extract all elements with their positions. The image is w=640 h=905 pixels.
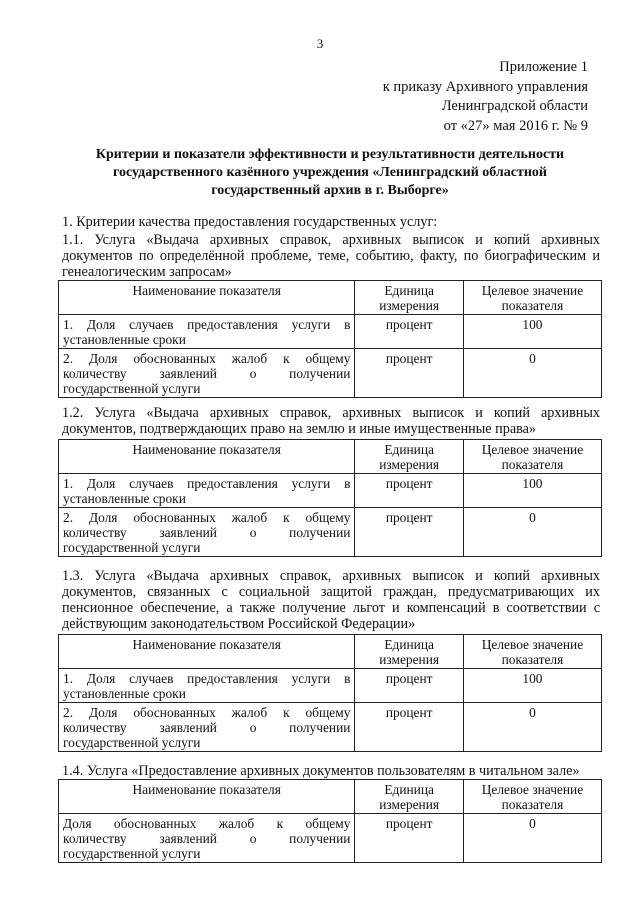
indicator-unit: процент <box>355 315 463 349</box>
header-target: Целевое значение показателя <box>463 780 601 814</box>
section-heading: 1. Критерии качества предоставления государственных услуг: <box>62 214 438 230</box>
indicator-unit: процент <box>355 669 463 703</box>
indicator-name: 2. Доля обоснованных жалоб к общему количеству заявлений о получении государственной услуги <box>59 703 355 752</box>
indicator-unit: процент <box>355 349 463 398</box>
title-line: государственный архив в г. Выборге» <box>211 183 449 198</box>
title-line: государственного казённого учреждения «Ленинградский областной <box>112 165 548 180</box>
indicator-value: 100 <box>463 315 601 349</box>
criteria-table-1-2 <box>58 439 602 557</box>
header-target: Целевое значение показателя <box>463 440 601 474</box>
table-row <box>59 315 602 349</box>
table-row <box>59 474 602 508</box>
service-1-4-text: 1.4. Услуга «Предоставление архивных документов пользователям в читальном зале» <box>62 763 580 779</box>
appendix-block <box>383 58 588 136</box>
header-target: Целевое значение показателя <box>463 635 601 669</box>
indicator-unit: процент <box>355 508 463 557</box>
table-row <box>59 703 602 752</box>
service-1-3-text: 1.3. Услуга «Выдача архивных справок, архивных выписок и копий архивных документов, связанных с социальной защитой граждан, предусматривающих их пенсионное обеспечение, а также получение льгот и компенсаций в соответствии с действующим законодательством Российской Федерации» <box>62 568 600 632</box>
table-header-row <box>59 281 602 315</box>
indicator-name: 2. Доля обоснованных жалоб к общему количеству заявлений о получении государственной услуги <box>59 508 355 557</box>
indicator-name: 1. Доля случаев предоставления услуги в установленные сроки <box>59 474 355 508</box>
indicator-name: Доля обоснованных жалоб к общему количеству заявлений о получении государственной услуги <box>59 814 355 863</box>
title-line: Критерии и показатели эффективности и результативности деятельности <box>95 147 565 162</box>
indicator-unit: процент <box>355 474 463 508</box>
indicator-name: 2. Доля обоснованных жалоб к общему количеству заявлений о получении государственной услуги <box>59 349 355 398</box>
indicator-name: 1. Доля случаев предоставления услуги в установленные сроки <box>59 315 355 349</box>
table-row <box>59 814 602 863</box>
criteria-table-1-3 <box>58 634 602 752</box>
header-unit: Единица измерения <box>355 780 463 814</box>
indicator-value: 100 <box>463 474 601 508</box>
criteria-table-1-1 <box>58 280 602 398</box>
table-header-row <box>59 635 602 669</box>
header-name: Наименование показателя <box>59 281 355 315</box>
header-target: Целевое значение показателя <box>463 281 601 315</box>
table-row <box>59 508 602 557</box>
page-number: 3 <box>316 36 324 51</box>
indicator-unit: процент <box>355 814 463 863</box>
service-1-2-text: 1.2. Услуга «Выдача архивных справок, архивных выписок и копий архивных документов, подтверждающих право на землю и иные имущественные права» <box>62 405 600 437</box>
header-name: Наименование показателя <box>59 635 355 669</box>
document-title <box>60 146 600 200</box>
indicator-value: 0 <box>463 349 601 398</box>
table-row <box>59 349 602 398</box>
table-header-row <box>59 780 602 814</box>
header-unit: Единица измерения <box>355 440 463 474</box>
indicator-value: 0 <box>463 814 601 863</box>
service-1-1-text: 1.1. Услуга «Выдача архивных справок, архивных выписок и копий архивных документов по определённой проблеме, теме, событию, факту, по биографическим и генеалогическим запросам» <box>62 232 600 280</box>
indicator-value: 0 <box>463 508 601 557</box>
appendix-line: от «27» мая 2016 г. № 9 <box>443 117 588 134</box>
indicator-unit: процент <box>355 703 463 752</box>
header-name: Наименование показателя <box>59 780 355 814</box>
header-unit: Единица измерения <box>355 635 463 669</box>
header-unit: Единица измерения <box>355 281 463 315</box>
table-row <box>59 669 602 703</box>
appendix-line: к приказу Архивного управления <box>382 78 588 95</box>
table-header-row <box>59 440 602 474</box>
indicator-name: 1. Доля случаев предоставления услуги в установленные сроки <box>59 669 355 703</box>
appendix-line: Приложение 1 <box>499 59 588 75</box>
appendix-line: Ленинградской области <box>441 98 588 114</box>
header-name: Наименование показателя <box>59 440 355 474</box>
indicator-value: 0 <box>463 703 601 752</box>
indicator-value: 100 <box>463 669 601 703</box>
criteria-table-1-4 <box>58 779 602 863</box>
